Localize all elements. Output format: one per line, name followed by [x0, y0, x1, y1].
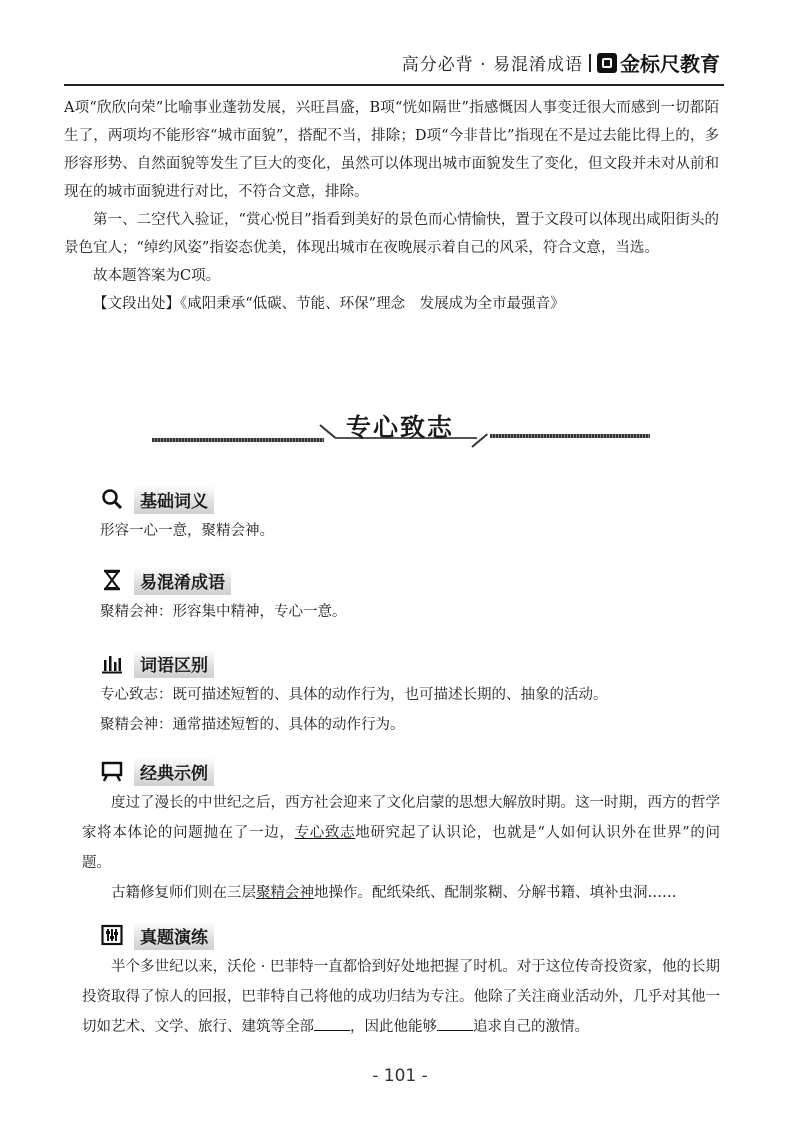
- section-basic-meaning: [100, 486, 720, 546]
- header-rule: [64, 84, 724, 86]
- section-label: 词语区别: [134, 649, 214, 678]
- section-header: [100, 922, 720, 948]
- explanation-paragraph-2: 第一、二空代入验证，“赏心悦目”指看到美好的景色而心情愉快，置于文段可以体现出咸阳街头的景色宜人；“绰约风姿”指姿态优美，体现出城市在夜晚展示着自己的风采，符合文意，当选。: [64, 212, 719, 256]
- example-1-highlight: 专心致志: [294, 825, 356, 841]
- practice-text-2: ，因此他能够: [350, 1019, 437, 1035]
- magnifier-icon: [100, 487, 124, 511]
- section-header: [100, 650, 720, 676]
- blank-2: [437, 1016, 473, 1031]
- section-header: [100, 567, 720, 593]
- section-body: [82, 952, 720, 1042]
- example-2-after: 地操作。配纸染纸、配制浆糊、分解书籍、填补虫洞……: [314, 885, 677, 901]
- section-word-difference: [100, 650, 720, 740]
- section-label: 易混淆成语: [134, 566, 231, 595]
- example-paragraph-2: [82, 878, 720, 908]
- example-2-highlight: 聚精会神: [256, 885, 314, 901]
- practice-paragraph: [82, 952, 720, 1042]
- practice-text-3: 追求自己的激情。: [473, 1019, 589, 1035]
- section-body: [100, 516, 720, 546]
- section-body: [100, 597, 720, 627]
- section-label: 真题演练: [134, 921, 214, 950]
- difference-line-2: 聚精会神：通常描述短暂的、具体的动作行为。: [100, 717, 405, 733]
- example-1-after: 地研究起了认识论，也就是“人如何认识外在世界”的问题。: [82, 825, 721, 871]
- answer-explanation: [64, 94, 719, 318]
- section-label: 基础词义: [134, 485, 214, 514]
- example-1-before: 度过了漫长的中世纪之后，西方社会迎来了文化启蒙的思想大解放时期。这一时期，西方的哲学家将本体论的问题抛在了一边，: [82, 795, 720, 841]
- section-header: [100, 486, 720, 512]
- example-2-before: 古籍修复师们则在三层: [111, 885, 256, 901]
- section-classic-examples: [82, 758, 721, 908]
- source-line: 【文段出处】《咸阳秉承“低碳、节能、环保”理念 发展成为全市最强音》: [93, 296, 565, 312]
- brand-name: 金标尺教育: [620, 52, 720, 76]
- idiom-title-block: [150, 400, 650, 450]
- answer-line: 故本题答案为C项。: [93, 268, 221, 284]
- brand: [597, 48, 720, 77]
- basic-meaning-text: 形容一心一意，聚精会神。: [100, 523, 274, 539]
- difference-line-1: 专心致志：既可描述短暂的、具体的动作行为，也可描述长期的、抽象的活动。: [100, 687, 608, 703]
- confusing-idiom-text: 聚精会神：形容集中精神，专心一意。: [100, 604, 347, 620]
- page-number: - 101 -: [372, 1066, 428, 1086]
- practice-text-1: 半个多世纪以来，沃伦 · 巴菲特一直都恰到好处地把握了时机。对于这位传奇投资家，他的长期投资取得了惊人的回报，巴菲特自己将他的成功归结为专注。他除了关注商业活动外，几乎对其他一切如艺术、文学、旅行、建筑等全部: [82, 959, 720, 1035]
- presentation-board-icon: [100, 759, 124, 783]
- section-body: [100, 680, 720, 740]
- idiom-title: 专心致志: [345, 413, 454, 442]
- page-header: [402, 48, 720, 77]
- sliders-icon: [100, 923, 124, 947]
- hourglass-icon: [100, 568, 124, 592]
- example-paragraph-1: [82, 788, 720, 878]
- section-confusing-idiom: [100, 567, 720, 627]
- section-header: [100, 758, 720, 784]
- explanation-paragraph-1: A项“欣欣向荣”比喻事业蓬勃发展，兴旺昌盛，B项“恍如隔世”指感慨因人事变迁很大而感到一切都陌生了，两项均不能形容“城市面貌”，搭配不当，排除；D项“今非昔比”指现在不是过去能比得上的，多形容形势、自然面貌等发生了巨大的变化，虽然可以体现出城市面貌发生了变化，但文段并未对从前和现在的城市面貌进行对比，不符合文意，排除。: [64, 100, 719, 200]
- section-practice: [82, 922, 720, 1042]
- bar-chart-icon: [100, 651, 124, 675]
- blank-1: [314, 1016, 350, 1031]
- header-title: 高分必背 · 易混淆成语: [401, 55, 583, 75]
- header-separator: [589, 54, 591, 72]
- section-body: [82, 788, 720, 908]
- section-label: 经典示例: [134, 757, 214, 786]
- brand-logo-icon: [597, 53, 617, 73]
